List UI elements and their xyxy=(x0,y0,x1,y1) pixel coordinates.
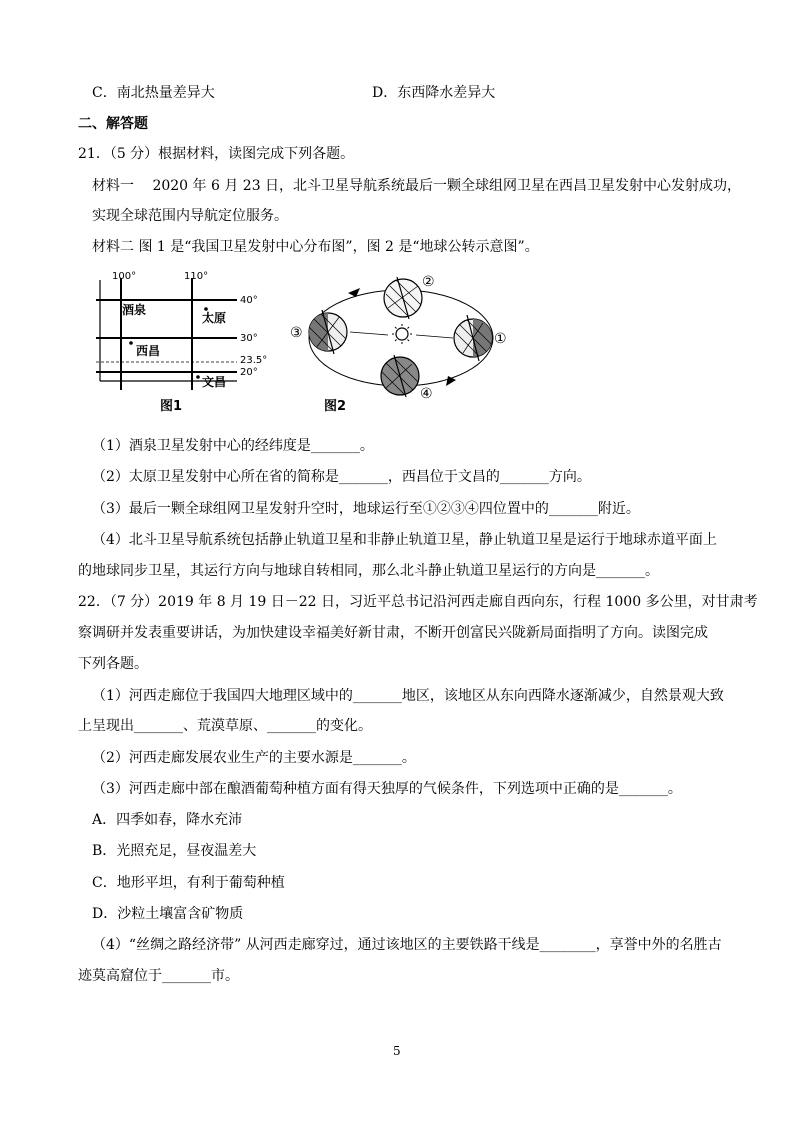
figure2-earth-revolution xyxy=(288,268,520,416)
position-label-4: ④ xyxy=(420,386,433,402)
lon-label-100: 100° xyxy=(112,271,137,282)
option-d-q20: D．东西降水差异大 xyxy=(372,85,496,101)
lat-label-23-5: 23.5° xyxy=(240,355,268,366)
lon-label-110: 110° xyxy=(184,271,209,282)
q22-part4-line2: 迹莫高窟位于_______市。 xyxy=(78,968,239,984)
figure1-caption: 图1 xyxy=(160,399,183,414)
figure1-launch-center-map xyxy=(92,268,272,416)
position-label-2: ② xyxy=(422,274,435,290)
sun-ray-right xyxy=(416,335,453,338)
earth-position-2-icon xyxy=(384,277,422,319)
sun-icon xyxy=(392,324,412,344)
q22-part3: （3）河西走廊中部在酿酒葡萄种植方面有得天独厚的气候条件，下列选项中正确的是_______。 xyxy=(92,781,682,797)
position-label-3: ③ xyxy=(290,325,303,341)
q22-part1-line2: 上呈现出_______、荒漠草原、_______的变化。 xyxy=(78,718,372,734)
q22-stem-line3: 下列各题。 xyxy=(78,656,148,672)
place-dot-wenchang xyxy=(196,375,200,379)
q21-material1-line2: 实现全球范围内导航定位服务。 xyxy=(92,208,288,224)
sun-ray-left xyxy=(350,332,388,335)
q21-part1: （1）酒泉卫星发射中心的经纬度是_______。 xyxy=(92,438,374,454)
section-heading: 二、解答题 xyxy=(78,116,148,132)
place-xichang: 西昌 xyxy=(136,344,161,358)
q21-stem: 21．（5 分）根据材料，读图完成下列各题。 xyxy=(78,146,355,162)
q22-stem-line2: 察调研并发表重要讲话，为加快建设幸福美好新甘肃，不断开创富民兴陇新局面指明了方向。读图完成 xyxy=(78,625,708,641)
q22-stem-line1: 22．（7 分）2019 年 8 月 19 日－22 日，习近平总书记沿河西走廊自西向东，行程 1000 多公里，对甘肃考 xyxy=(78,594,758,610)
q22-part2: （2）河西走廊发展农业生产的主要水源是_______。 xyxy=(92,750,416,766)
lat-label-20: 20° xyxy=(240,367,258,378)
q21-part4-line1: （4）北斗卫星导航系统包括静止轨道卫星和非静止轨道卫星，静止轨道卫星是运行于地球赤道平面上 xyxy=(92,532,717,548)
q21-part3: （3）最后一颗全球组网卫星发射升空时，地球运行至①②③④四位置中的_______附近。 xyxy=(92,501,640,517)
place-dot-xichang xyxy=(129,341,133,345)
option-c-q20: C．南北热量差异大 xyxy=(92,85,215,101)
figure2-caption: 图2 xyxy=(324,399,347,414)
lat-label-30: 30° xyxy=(240,333,258,344)
q21-part4-line2: 的地球同步卫星，其运行方向与地球自转相同，那么北斗静止轨道卫星运行的方向是_______。 xyxy=(78,563,659,579)
q22-option-a: A．四季如春，降水充沛 xyxy=(92,812,243,828)
place-wenchang: 文昌 xyxy=(202,375,227,389)
q21-material2: 材料二 图 1 是“我国卫星发射中心分布图”，图 2 是“地球公转示意图”。 xyxy=(92,239,539,255)
q22-option-b: B．光照充足，昼夜温差大 xyxy=(92,843,257,859)
earth-position-3-icon xyxy=(306,310,348,356)
place-taiyuan: 太原 xyxy=(202,311,227,325)
q22-option-c: C．地形平坦，有利于葡萄种植 xyxy=(92,875,285,891)
q22-option-d: D．沙粒土壤富含矿物质 xyxy=(92,906,244,922)
q22-part4-line1: （4）“丝绸之路经济带” 从河西走廊穿过，通过该地区的主要铁路干线是________，享誉中外的名胜古 xyxy=(92,937,722,953)
q21-part2: （2）太原卫星发射中心所在省的简称是_______，西昌位于文昌的_______方向。 xyxy=(92,469,591,485)
page-number: 5 xyxy=(393,1044,401,1058)
place-jiuquan: 酒泉 xyxy=(122,303,147,317)
lat-label-40: 40° xyxy=(240,295,258,306)
q22-part1-line1: （1）河西走廊位于我国四大地理区域中的_______地区，该地区从东向西降水逐渐减少，自然景观大致 xyxy=(92,688,724,704)
earth-position-4-icon xyxy=(381,355,420,397)
position-label-1: ① xyxy=(494,331,507,347)
q21-material1-line1: 材料一 2020 年 6 月 23 日，北斗卫星导航系统最后一颗全球组网卫星在西昌卫星发射中心发射成功， xyxy=(92,178,742,194)
earth-position-1-icon xyxy=(453,315,495,362)
